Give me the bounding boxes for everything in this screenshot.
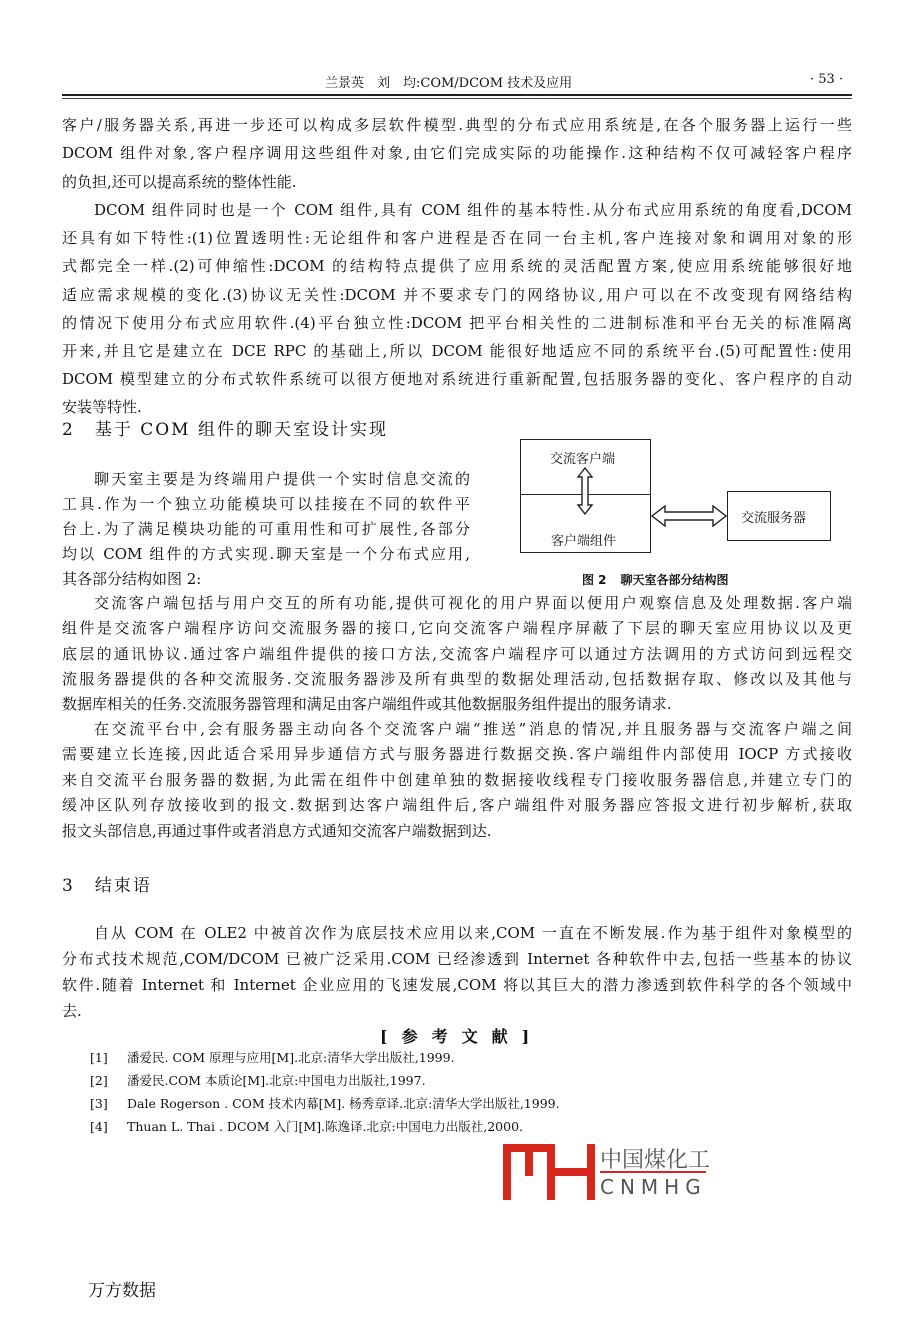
text-line: 均以 COM 组件的方式实现.聊天室是一个分布式应用,: [62, 545, 470, 563]
text-line: DCOM 组件同时也是一个 COM 组件,具有 COM 组件的基本特性.从分布式应用系统的角度看,DCOM: [94, 201, 852, 219]
text-line: 底层的通讯协议.通过客户端组件提供的接口方法,交流客户端程序可以通过方法调用的方式访问到远程交: [62, 644, 852, 663]
caption-number: 图 2: [582, 573, 607, 587]
section-2-heading: [62, 415, 388, 440]
references-heading: [参考文献]: [380, 1027, 544, 1046]
page-number: · 53 ·: [810, 72, 844, 87]
text-line: 开来,并且它是建立在 DCE RPC 的基础上,所以 DCOM 能很好地适应不同的系统平台.(5)可配置性:使用: [62, 342, 852, 360]
text-line: 组件是交流客户端程序访问交流服务器的接口,它向交流客户端程序屏蔽了下层的聊天室应用协议以及更: [62, 619, 852, 638]
text-line: 来自交流平台服务器的数据,为此需在组件中创建单独的数据接收线程专门接收服务器信息,并建立专门的: [62, 770, 852, 789]
text-line: 自从 COM 在 OLE2 中被首次作为底层技术应用以来,COM 一直在不断发展.作为基于组件对象模型的: [94, 924, 852, 942]
text-line: 适应需求规模的变化.(3)协议无关性:DCOM 并不要求专门的网络协议,用户可以在不改变现有网络结构: [62, 285, 852, 304]
text-line: 聊天室主要是为终端用户提供一个实时信息交流的: [94, 470, 470, 488]
server-label: 交流服务器: [741, 511, 807, 526]
figure-caption: [582, 571, 729, 588]
text-line: 需要建立长连接,因此适合采用异步通信方式与服务器进行数据交换.客户端组件内部使用 IOCP 方式接收: [62, 745, 852, 764]
component-label: 客户端组件: [551, 534, 617, 549]
header-rule: [62, 94, 852, 96]
text-line: 还具有如下特性:(1)位置透明性:无论组件和客户进程是否在同一台主机,客户连接对象和调用对象的形: [62, 229, 852, 248]
header-rule-thin: [62, 98, 852, 99]
client-label: 交流客户端: [550, 452, 616, 467]
text-line: 客户/服务器关系,再进一步还可以构成多层软件模型.典型的分布式应用系统是,在各个服务器上运行一些: [62, 116, 852, 134]
text-line: 分布式技术规范,COM/DCOM 已被广泛采用.COM 已经渗透到 Internet 各种软件中去,包括一些基本的协议: [62, 950, 852, 968]
text-line: 台上.为了满足模块功能的可重用性和可扩展性,各部分: [62, 520, 470, 538]
watermark-rule: [600, 1171, 706, 1173]
text-line: 式都完全一样.(2)可伸缩性:DCOM 的结构特点提供了应用系统的灵活配置方案,使应用系统能够很好地: [62, 257, 852, 276]
text-line: 流服务器提供的各种交流服务.交流服务器涉及所有典型的数据处理活动,包括数据存取、修改以及其他与: [62, 669, 852, 688]
section-number: 3: [62, 876, 75, 896]
footer-source: 万方数据: [88, 1281, 156, 1301]
reference-number: [2]: [90, 1073, 108, 1088]
text-line: 安装等特性.: [62, 398, 142, 417]
text-line: 报文头部信息,再通过事件或者消息方式通知交流客户端数据到达.: [62, 821, 492, 840]
text-line: DCOM 模型建立的分布式软件系统可以很方便地对系统进行重新配置,包括服务器的变化、客户程序的自动: [62, 370, 852, 389]
reference-number: [1]: [90, 1050, 108, 1065]
reference-text: Dale Rogerson . COM 技术内幕[M]. 杨秀章译.北京:清华大学出版社,1999.: [127, 1096, 560, 1111]
text-line: 数据库相关的任务.交流服务器管理和满足由客户端组件或其他数据服务组件提出的服务请求.: [62, 695, 672, 714]
text-line: 软件.随着 Internet 和 Internet 企业应用的飞速发展,COM 将以其巨大的潜力渗透到软件科学的各个领域中: [62, 976, 852, 994]
section-number: 2: [62, 420, 75, 440]
text-line: 的情况下使用分布式应用软件.(4)平台独立性:DCOM 把平台相关性的二进制标准和平台无关的标准隔离: [62, 313, 852, 332]
mh-logo-icon: [503, 1144, 595, 1200]
caption-text: 聊天室各部分结构图: [620, 573, 729, 587]
text-line: 缓冲区队列存放接收到的报文.数据到达客户端组件后,客户端组件对服务器应答报文进行初步解析,获取: [62, 796, 852, 815]
double-arrow-vertical-icon: [576, 467, 594, 515]
section-title: 结束语: [94, 876, 152, 896]
text-line: 在交流平台中,会有服务器主动向各个交流客户端“推送”消息的情况,并且服务器与交流客户端之间: [94, 720, 852, 738]
text-line: DCOM 组件对象,客户程序调用这些组件对象,由它们完成实际的功能操作.这种结构不仅可减轻客户程序: [62, 144, 852, 163]
reference-text: 潘爱民. COM 原理与应用[M].北京:清华大学出版社,1999.: [127, 1050, 455, 1065]
text-line: 交流客户端包括与用户交互的所有功能,提供可视化的用户界面以便用户观察信息及处理数据.客户端: [94, 594, 852, 612]
reference-number: [4]: [90, 1119, 108, 1134]
watermark-en: CNMHG: [600, 1175, 707, 1199]
reference-text: 潘爱民.COM 本质论[M].北京:中国电力出版社,1997.: [127, 1073, 426, 1088]
double-arrow-horizontal-icon: [651, 505, 727, 527]
text-line: 工具.作为一个独立功能模块可以挂接在不同的软件平: [62, 495, 470, 513]
reference-number: [3]: [90, 1096, 108, 1111]
section-title: 基于 COM 组件的聊天室设计实现: [94, 420, 388, 440]
watermark-cn: 中国煤化工: [600, 1148, 711, 1173]
section-3-heading: [62, 871, 152, 896]
text-line: 去.: [62, 1002, 82, 1020]
reference-text: Thuan L. Thai . DCOM 入门[M].陈逸译.北京:中国电力出版社,2000.: [127, 1119, 523, 1134]
text-line: 其各部分结构如图 2:: [62, 570, 202, 588]
text-line: 的负担,还可以提高系统的整体性能.: [62, 172, 297, 191]
running-header: 兰景英 刘 均:COM/DCOM 技术及应用: [325, 76, 573, 91]
